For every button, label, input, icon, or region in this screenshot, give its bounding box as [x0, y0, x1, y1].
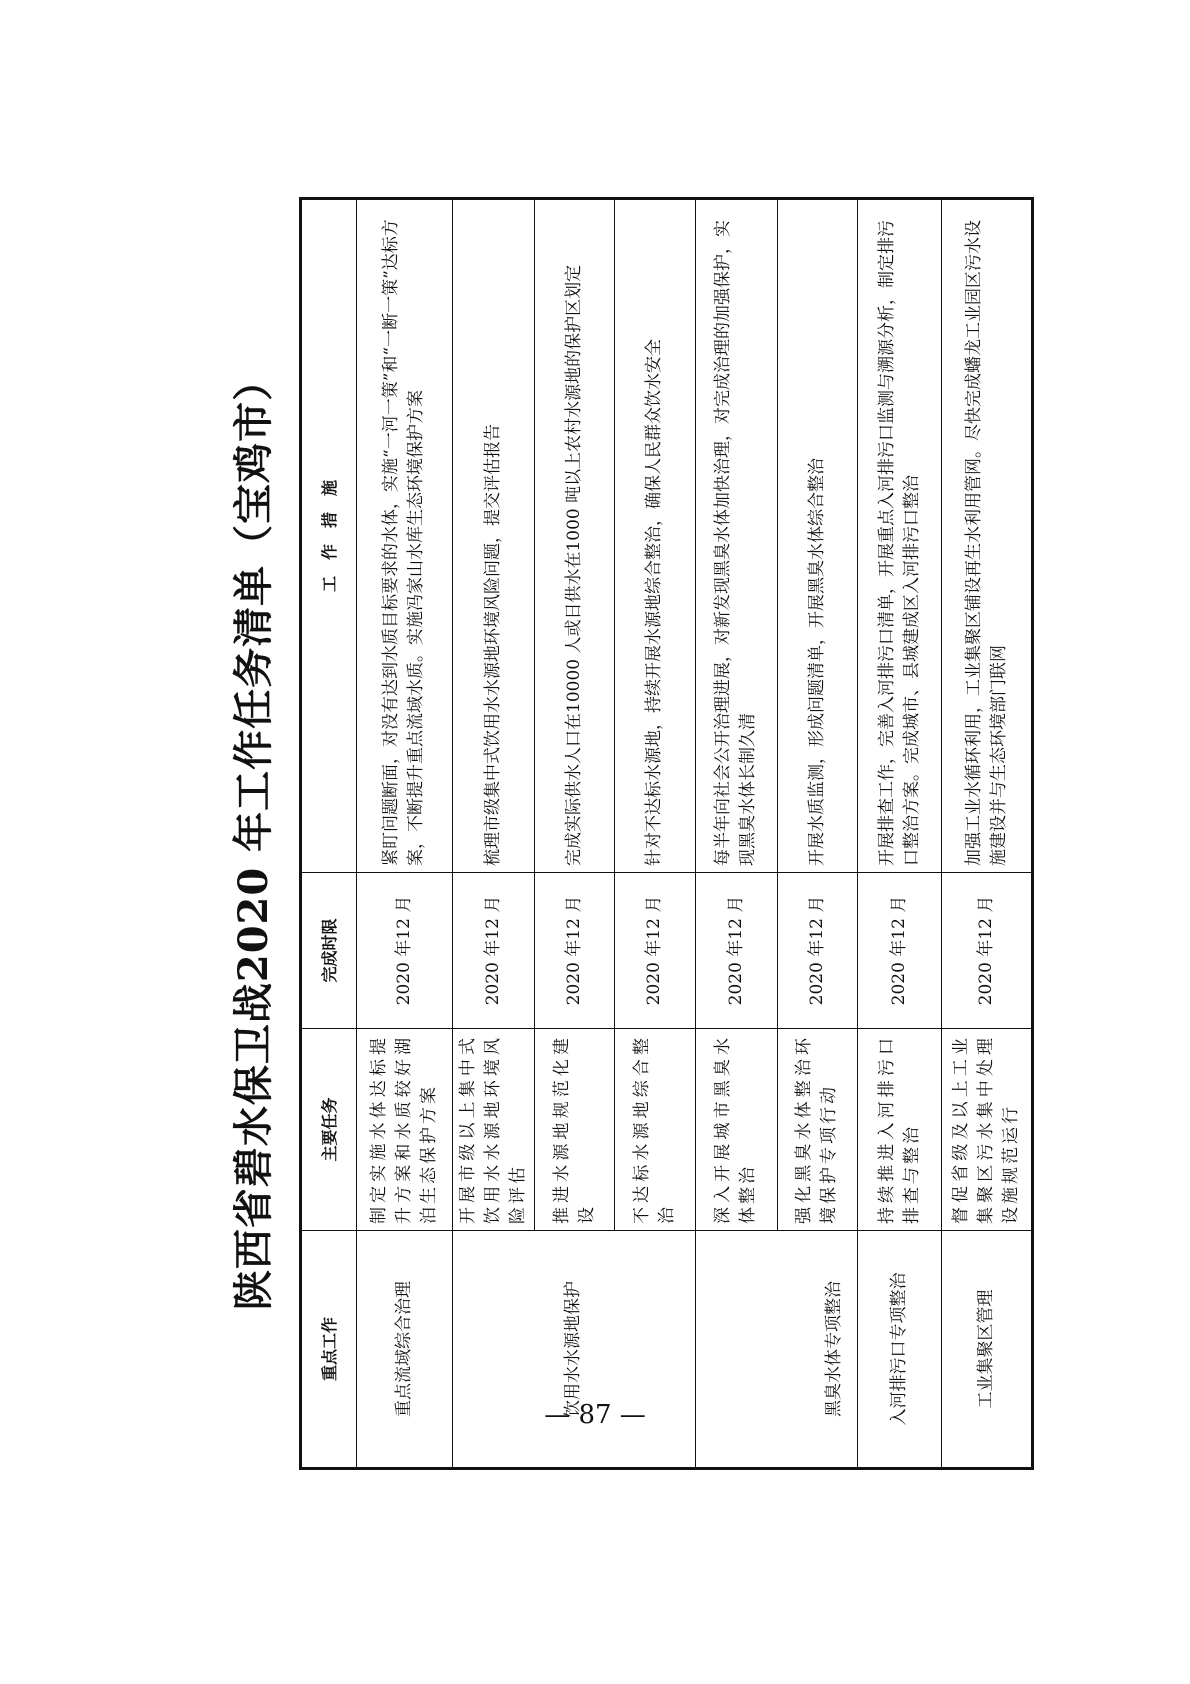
cell-task: 制定实施水体达标提升方案和水质较好湖泊生态保护方案: [357, 1029, 453, 1231]
cell-measures: 紧盯问题断面，对没有达到水质目标要求的水体，实施“一河一策”和“一断一策”达标方案，不断提升重点流域水质。实施冯家山水库生态环境保护方案: [357, 199, 453, 873]
header-deadline: 完成时限: [301, 873, 357, 1029]
cell-task: 不达标水源地综合整治: [615, 1029, 695, 1231]
cell-focus: 重点流域综合治理: [357, 1231, 453, 1469]
table-row: [452, 199, 534, 1469]
cell-measures: 加强工业水循环利用，工业集聚区铺设再生水利用管网。尽快完成蟠龙工业园区污水设施建设并与生态环境部门联网: [942, 199, 1033, 873]
table-row: [858, 199, 942, 1469]
cell-focus: 工业集聚区管理: [942, 1231, 1033, 1469]
cell-task: 推进水源地规范化建设: [535, 1029, 615, 1231]
cell-focus: 黑臭水体专项整治: [695, 1231, 858, 1469]
cell-deadline: 2020 年12 月: [615, 873, 695, 1029]
cell-deadline: 2020 年12 月: [858, 873, 942, 1029]
cell-focus: 饮用水水源地保护: [452, 1231, 695, 1469]
cell-task: 督促省级及以上工业集聚区污水集中处理设施规范运行: [942, 1029, 1033, 1231]
header-task: 主要任务: [301, 1029, 357, 1231]
table-row: [942, 199, 1033, 1469]
cell-measures: 开展排查工作，完善入河排污口清单，开展重点入河排污口监测与溯源分析，制定排污口整治方案。完成城市、县城建成区入河排污口整治: [858, 199, 942, 873]
task-list-table: [299, 197, 1034, 1470]
cell-deadline: 2020 年12 月: [777, 873, 857, 1029]
cell-deadline: 2020 年12 月: [535, 873, 615, 1029]
cell-measures: 开展水质监测，形成问题清单，开展黑臭水体综合整治: [777, 199, 857, 873]
table-row: [695, 199, 777, 1469]
document-title: 陕西省碧水保卫战2020 年工作任务清单（宝鸡市）: [230, 359, 277, 1311]
table-row: [357, 199, 453, 1469]
page-number: — 87 —: [544, 1400, 646, 1430]
cell-focus: 入河排污口专项整治: [858, 1231, 942, 1469]
cell-measures: 梳理市级集中式饮用水水源地环境风险问题，提交评估报告: [452, 199, 534, 873]
cell-measures: 完成实际供水人口在10000 人或日供水在1000 吨以上农村水源地的保护区划定: [535, 199, 615, 873]
cell-task: 持续推进入河排污口排查与整治: [858, 1029, 942, 1231]
cell-task: 开展市级以上集中式饮用水水源地环境风险评估: [452, 1029, 534, 1231]
cell-deadline: 2020 年12 月: [452, 873, 534, 1029]
header-measures: 工 作 措 施: [301, 199, 357, 873]
cell-measures: 每半年向社会公开治理进展，对新发现黑臭水体加快治理，对完成治理的加强保护，实现黑臭水体长制久清: [695, 199, 777, 873]
cell-task: 强化黑臭水体整治环境保护专项行动: [777, 1029, 857, 1231]
cell-task: 深入开展城市黑臭水体整治: [695, 1029, 777, 1231]
header-focus: 重点工作: [301, 1231, 357, 1469]
cell-measures: 针对不达标水源地，持续开展水源地综合整治，确保人民群众饮水安全: [615, 199, 695, 873]
table-header-row: [301, 199, 357, 1469]
cell-deadline: 2020 年12 月: [357, 873, 453, 1029]
cell-deadline: 2020 年12 月: [695, 873, 777, 1029]
cell-deadline: 2020 年12 月: [942, 873, 1033, 1029]
rotated-page-content: [215, 200, 1045, 1470]
